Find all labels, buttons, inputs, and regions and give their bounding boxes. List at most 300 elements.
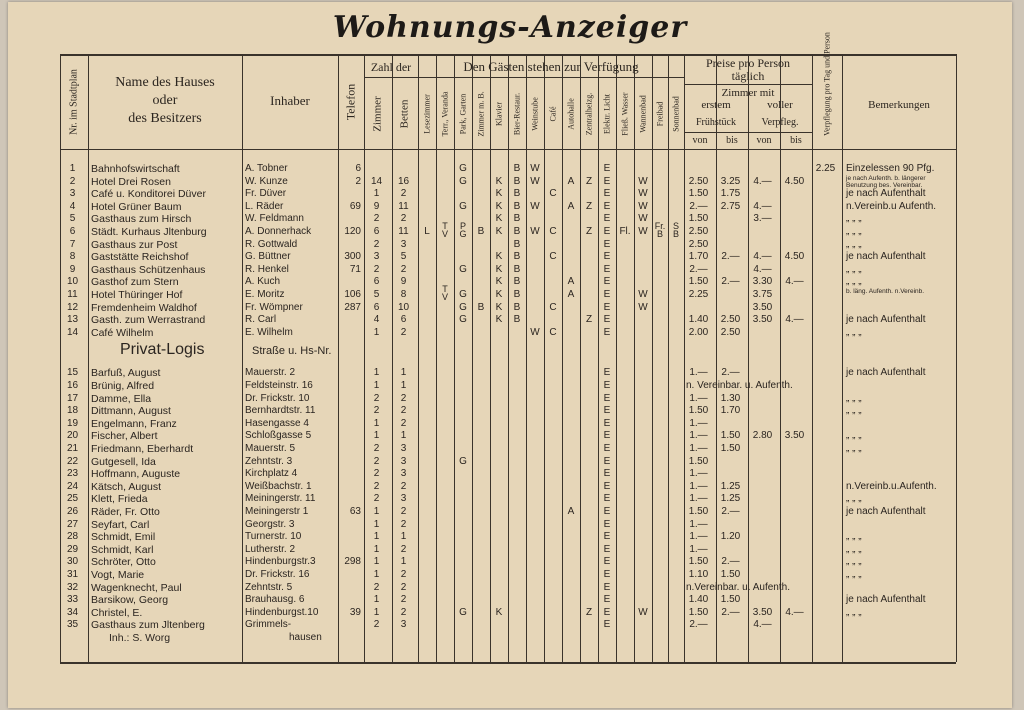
- row-25-bemerkung: „ „ „: [846, 493, 862, 505]
- row-6-amenity-5: K: [495, 226, 503, 237]
- row-10-verpfleg-bis: 4.—: [785, 276, 804, 288]
- row-19-address: Hasengasse 4: [245, 417, 309, 429]
- row-30-fruehstueck-von: 1.50: [688, 556, 709, 568]
- row-20-betten: 1: [400, 430, 407, 442]
- row-24-betten: 2: [400, 480, 407, 492]
- row-15-name: Barfuß, August: [91, 367, 161, 380]
- row-20-nr: 20: [66, 430, 79, 442]
- row-34-bemerkung: „ „ „: [846, 606, 862, 618]
- row-27-fruehstueck-von: 1.—: [689, 518, 708, 530]
- row-24-bemerkung: n.Vereinb.u.Aufenth.: [846, 480, 937, 492]
- row-4-fruehstueck-von: 2.—: [689, 200, 708, 212]
- row-2-fruehstueck-von: 2.50: [688, 175, 709, 187]
- row-7-fruehstueck-von: 2.50: [688, 238, 709, 250]
- row-29-betten: 2: [400, 543, 407, 555]
- row-11-amenity-9: A: [567, 289, 575, 300]
- row-32-zimmer: 2: [373, 581, 380, 593]
- row-1-inhaber: A. Tobner: [245, 163, 288, 174]
- row-7-bemerkung: „ „ „: [846, 238, 862, 250]
- header-voller: voller: [767, 99, 793, 111]
- row-21-amenity-11: E: [603, 443, 611, 454]
- row-23-fruehstueck-von: 1.—: [689, 468, 708, 480]
- row-6-amenity-13: W: [638, 226, 648, 237]
- row-9-bemerkung: „ „ „: [846, 263, 862, 275]
- header-name: Name des Hauses oder des Besitzers: [115, 75, 215, 126]
- row-30-zimmer: 1: [373, 556, 380, 568]
- row-9-amenity-6: B: [513, 263, 521, 275]
- row-4-fruehstueck-bis: 2.75: [720, 200, 741, 212]
- row-13-betten: 6: [400, 314, 407, 326]
- row-20-amenity-11: E: [603, 430, 611, 442]
- row-20-name: Fischer, Albert: [91, 430, 158, 443]
- column-rule-20: [668, 54, 669, 662]
- row-13-name: Gasth. zum Werrastrand: [91, 314, 206, 327]
- row-29-nr: 29: [66, 543, 79, 555]
- row-6-amenity-7: W: [530, 226, 540, 237]
- row-26-bemerkung: je nach Aufenthalt: [846, 506, 926, 517]
- row-35-address-2: hausen: [289, 632, 322, 643]
- row-16-zimmer: 1: [373, 380, 380, 391]
- row-26-telefon: 63: [349, 506, 361, 517]
- header-amenity-7: Café: [548, 106, 558, 122]
- row-6-amenity-12: Fl.: [619, 226, 631, 237]
- preise-rule: [684, 84, 812, 85]
- row-25-fruehstueck-bis: 1.25: [720, 493, 741, 505]
- column-rule-13: [544, 54, 545, 662]
- header-bemerkungen: Bemerkungen: [868, 99, 930, 111]
- row-33-nr: 33: [66, 594, 79, 606]
- row-30-betten: 1: [400, 556, 407, 568]
- row-14-fruehstueck-von: 2.00: [688, 326, 709, 338]
- row-22-amenity-11: E: [603, 455, 611, 467]
- row-1-amenity-7: W: [530, 163, 540, 174]
- row-27-zimmer: 1: [373, 518, 380, 530]
- document-sheet: [8, 2, 1012, 708]
- row-18-zimmer: 2: [373, 405, 380, 417]
- row-19-name: Engelmann, Franz: [91, 417, 177, 430]
- row-19-amenity-11: E: [603, 417, 611, 429]
- row-8-amenity-8: C: [549, 251, 557, 263]
- row-3-betten: 2: [400, 188, 407, 200]
- row-8-amenity-11: E: [603, 251, 611, 263]
- row-11-amenity-13: W: [638, 289, 648, 300]
- row-19-nr: 19: [66, 417, 79, 429]
- row-30-fruehstueck-bis: 2.—: [721, 556, 740, 568]
- row-25-amenity-11: E: [603, 493, 611, 505]
- row-9-betten: 2: [400, 263, 407, 275]
- table-bottom-rule: [60, 662, 956, 664]
- row-15-bemerkung: je nach Aufenthalt: [846, 367, 926, 379]
- row-14-betten: 2: [400, 326, 407, 338]
- row-33-name: Barsikow, Georg: [91, 594, 169, 607]
- row-2-name: Hotel Drei Rosen: [91, 175, 171, 188]
- row-9-nr: 9: [69, 263, 76, 275]
- row-12-zimmer: 6: [373, 301, 380, 313]
- row-14-zimmer: 1: [373, 326, 380, 338]
- row-4-amenity-13: W: [638, 200, 648, 212]
- row-23-address: Kirchplatz 4: [245, 468, 298, 480]
- row-2-amenity-10: Z: [585, 175, 593, 187]
- row-28-name: Schmidt, Emil: [91, 531, 156, 544]
- header-amenity-6: Weinstube: [530, 97, 540, 131]
- section-private-logis: Privat-Logis: [120, 341, 205, 359]
- row-1-amenity-11: E: [603, 163, 611, 174]
- row-23-name: Hoffmann, Auguste: [91, 468, 181, 481]
- row-9-inhaber: R. Henkel: [245, 263, 289, 275]
- row-3-amenity-11: E: [603, 188, 611, 200]
- row-23-nr: 23: [66, 468, 79, 480]
- header-amenity-8: Autohalle: [566, 98, 576, 130]
- header-amenity-9: Zentralheizg.: [584, 92, 594, 136]
- header-telefon: Telefon: [343, 83, 358, 121]
- column-rule-18: [634, 54, 635, 662]
- row-15-amenity-11: E: [603, 367, 611, 379]
- row-8-verpfleg-von: 4.—: [753, 251, 772, 263]
- row-18-name: Dittmann, August: [91, 405, 171, 418]
- row-18-betten: 2: [400, 405, 407, 417]
- row-6-bemerkung: „ „ „: [846, 226, 862, 237]
- row-31-bemerkung: „ „ „: [846, 569, 862, 580]
- row-25-betten: 3: [400, 493, 407, 505]
- row-31-address: Dr. Frickstr. 16: [245, 569, 310, 580]
- row-4-verpfleg-von: 4.—: [753, 200, 772, 212]
- row-30-amenity-11: E: [603, 556, 611, 568]
- row-18-bemerkung: „ „ „: [846, 405, 862, 417]
- row-2-betten: 16: [397, 175, 410, 187]
- row-30-bemerkung: „ „ „: [846, 556, 862, 568]
- row-12-inhaber: Fr. Wömpner: [245, 301, 303, 313]
- header-amenity-1: Terr., Veranda: [440, 91, 450, 137]
- row-27-amenity-11: E: [603, 518, 611, 530]
- row-29-name: Schmidt, Karl: [91, 543, 154, 556]
- header-verfuegung: Den Gästen stehen zur Verfügung: [463, 59, 639, 74]
- row-6-nr: 6: [69, 226, 76, 237]
- row-26-amenity-11: E: [603, 506, 611, 517]
- row-13-inhaber: R. Carl: [245, 314, 277, 326]
- row-25-zimmer: 2: [373, 493, 380, 505]
- row-10-amenity-6: B: [513, 276, 521, 288]
- row-12-betten: 10: [397, 301, 410, 313]
- row-4-name: Hotel Grüner Baum: [91, 200, 182, 213]
- section-private-address-header: Straße u. Hs-Nr.: [252, 345, 332, 358]
- row-21-fruehstueck-von: 1.—: [689, 443, 708, 454]
- row-21-bemerkung: „ „ „: [846, 443, 862, 454]
- row-32-preis-vereinbarung: n.Vereinbar. u. Aufenth.: [686, 581, 790, 593]
- row-8-fruehstueck-bis: 2.—: [721, 251, 740, 263]
- column-rule-25: [812, 54, 813, 662]
- row-31-nr: 31: [66, 569, 79, 580]
- row-6-amenity-2: T V: [441, 221, 448, 239]
- header-preise: Preise pro Person täglich: [706, 56, 790, 83]
- row-16-preis-vereinbarung: n. Vereinbar. u. Aufenth.: [686, 380, 793, 391]
- row-2-nr: 2: [69, 175, 76, 187]
- row-3-fruehstueck-bis: 1.75: [720, 188, 741, 200]
- row-34-amenity-10: Z: [585, 606, 593, 618]
- row-11-inhaber: E. Moritz: [245, 289, 285, 300]
- verfuegung-rule: [418, 77, 684, 78]
- row-17-fruehstueck-bis: 1.30: [720, 392, 741, 404]
- row-33-fruehstueck-von: 1.40: [688, 594, 709, 606]
- row-18-fruehstueck-von: 1.50: [688, 405, 709, 417]
- header-amenity-2: Park, Garten: [458, 93, 468, 135]
- row-33-amenity-11: E: [603, 594, 611, 606]
- row-11-zimmer: 5: [373, 289, 380, 300]
- row-34-amenity-13: W: [638, 606, 648, 618]
- row-31-zimmer: 1: [373, 569, 380, 580]
- row-13-amenity-5: K: [495, 314, 503, 326]
- row-32-name: Wagenknecht, Paul: [91, 581, 182, 594]
- row-20-address: Schloßgasse 5: [245, 430, 312, 442]
- row-23-betten: 3: [400, 468, 407, 480]
- row-12-telefon: 287: [344, 301, 361, 313]
- column-rule-9: [472, 54, 473, 662]
- header-amenity-12: Wannenbad: [638, 95, 648, 133]
- row-32-address: Zehntstr. 5: [245, 581, 293, 593]
- row-35-zimmer: 2: [373, 619, 380, 631]
- row-13-fruehstueck-bis: 2.50: [720, 314, 741, 326]
- row-14-amenity-11: E: [603, 326, 611, 338]
- header-erstem: erstem: [701, 99, 731, 111]
- row-4-inhaber: L. Räder: [245, 200, 284, 212]
- row-35-amenity-11: E: [603, 619, 611, 631]
- row-17-bemerkung: „ „ „: [846, 392, 862, 404]
- row-34-telefon: 39: [349, 606, 361, 618]
- row-22-fruehstueck-von: 1.50: [688, 455, 709, 467]
- row-10-verpfleg-von: 3.30: [752, 276, 773, 288]
- row-4-amenity-10: Z: [585, 200, 593, 212]
- row-10-inhaber: A. Kuch: [245, 276, 281, 288]
- row-26-name: Räder, Fr. Otto: [91, 506, 160, 518]
- row-34-fruehstueck-bis: 2.—: [721, 606, 740, 618]
- row-32-betten: 2: [400, 581, 407, 593]
- header-von: von: [692, 135, 708, 146]
- column-rule-6: [418, 54, 419, 662]
- row-22-zimmer: 2: [373, 455, 380, 467]
- row-27-betten: 2: [400, 518, 407, 530]
- row-28-fruehstueck-bis: 1.20: [720, 531, 741, 543]
- row-2-bemerkung: je nach Aufenth. b. längerer Benutzung bes. Vereinbar.: [846, 174, 926, 189]
- row-2-verpfleg-von: 4.—: [753, 175, 772, 187]
- row-2-zimmer: 14: [370, 175, 383, 187]
- row-14-inhaber: E. Wilhelm: [245, 326, 293, 338]
- row-8-verpfleg-bis: 4.50: [784, 251, 805, 263]
- row-4-amenity-7: W: [530, 200, 540, 212]
- row-12-amenity-11: E: [603, 301, 611, 313]
- row-5-bemerkung: „ „ „: [846, 213, 862, 225]
- row-29-amenity-11: E: [603, 543, 611, 555]
- row-18-address: Bernhardtstr. 11: [245, 405, 316, 417]
- row-2-verpfleg-bis: 4.50: [784, 175, 805, 187]
- header-verpflegung-tag: Verpflegung pro Tag und Person: [822, 32, 832, 136]
- row-14-bemerkung: „ „ „: [846, 326, 862, 338]
- row-6-zimmer: 6: [373, 226, 380, 237]
- row-14-amenity-8: C: [549, 326, 557, 338]
- row-26-address: Meiningerstr 1: [245, 506, 309, 517]
- row-27-name: Seyfart, Carl: [91, 518, 150, 531]
- row-35-address: Grimmels-: [245, 619, 292, 631]
- row-5-fruehstueck-von: 1.50: [688, 213, 709, 225]
- row-6-name: Städt. Kurhaus Jltenburg: [91, 226, 207, 238]
- row-20-fruehstueck-von: 1.—: [689, 430, 708, 442]
- row-13-amenity-3: G: [459, 314, 467, 326]
- header-zimmer: Zimmer: [371, 96, 384, 132]
- row-2-amenity-11: E: [603, 175, 611, 187]
- row-11-verpfleg-von: 3.75: [752, 289, 773, 300]
- row-3-nr: 3: [69, 188, 76, 200]
- row-13-fruehstueck-von: 1.40: [688, 314, 709, 326]
- row-34-zimmer: 1: [373, 606, 380, 618]
- row-8-name: Gaststätte Reichshof: [91, 251, 189, 264]
- row-19-fruehstueck-von: 1.—: [689, 417, 708, 429]
- row-21-betten: 3: [400, 443, 407, 454]
- row-9-verpfleg-von: 4.—: [753, 263, 772, 275]
- row-10-amenity-11: E: [603, 276, 611, 288]
- row-26-nr: 26: [66, 506, 79, 517]
- header-amenity-5: Bier-Restaur.: [512, 92, 522, 136]
- row-26-amenity-9: A: [567, 506, 575, 517]
- row-10-name: Gasthof zum Stern: [91, 276, 179, 289]
- row-10-fruehstueck-von: 1.50: [688, 276, 709, 288]
- row-5-zimmer: 2: [373, 213, 380, 225]
- row-10-betten: 9: [400, 276, 407, 288]
- header-bis-2: bis: [790, 135, 802, 146]
- row-3-inhaber: Fr. Düver: [245, 188, 287, 200]
- row-4-amenity-9: A: [567, 200, 575, 212]
- header-amenity-11: Fließ. Wasser: [620, 92, 630, 136]
- row-35-verpfleg-von: 4.—: [753, 619, 772, 631]
- header-amenity-13: Freibad: [655, 101, 665, 127]
- row-1-amenity-6: B: [513, 163, 521, 174]
- row-9-name: Gasthaus Schützenhaus: [91, 263, 206, 276]
- row-27-address: Georgstr. 3: [245, 518, 295, 530]
- row-9-fruehstueck-von: 2.—: [689, 263, 708, 275]
- row-11-betten: 8: [400, 289, 407, 300]
- row-1-amenity-3: G: [459, 163, 467, 174]
- row-19-betten: 2: [400, 417, 407, 429]
- row-4-bemerkung: n.Vereinb.u Aufenth.: [846, 200, 937, 212]
- column-rule-26: [842, 54, 843, 662]
- row-3-amenity-8: C: [549, 188, 557, 200]
- row-2-amenity-13: W: [638, 175, 648, 187]
- row-12-amenity-6: B: [513, 301, 521, 313]
- row-8-inhaber: G. Büttner: [245, 251, 291, 263]
- row-16-betten: 1: [400, 380, 407, 391]
- row-25-fruehstueck-von: 1.—: [689, 493, 708, 505]
- row-4-amenity-6: B: [513, 200, 521, 212]
- row-35-name-2: Inh.: S. Worg: [109, 632, 171, 644]
- row-28-bemerkung: „ „ „: [846, 531, 862, 543]
- column-rule-10: [490, 54, 491, 662]
- column-rule-14: [562, 54, 563, 662]
- row-24-fruehstueck-von: 1.—: [689, 480, 708, 492]
- row-8-betten: 5: [400, 251, 407, 263]
- row-24-nr: 24: [66, 480, 79, 492]
- row-29-zimmer: 1: [373, 543, 380, 555]
- column-rule-11: [508, 54, 509, 662]
- row-26-zimmer: 1: [373, 506, 380, 517]
- row-9-amenity-5: K: [495, 263, 503, 275]
- row-11-amenity-3: G: [459, 289, 467, 300]
- header-verpfleg: Verpfleg.: [761, 117, 799, 128]
- row-30-telefon: 298: [344, 556, 361, 568]
- row-34-nr: 34: [66, 606, 79, 618]
- row-30-address: Hindenburgstr.3: [245, 556, 316, 568]
- row-5-amenity-5: K: [495, 213, 503, 225]
- row-17-address: Dr. Frickstr. 10: [245, 392, 310, 404]
- row-14-amenity-7: W: [530, 326, 540, 338]
- header-von-2: von: [756, 135, 772, 146]
- row-23-zimmer: 2: [373, 468, 380, 480]
- row-3-amenity-13: W: [638, 188, 648, 200]
- row-15-fruehstueck-bis: 2.—: [721, 367, 740, 379]
- row-9-telefon: 71: [349, 263, 361, 275]
- row-22-address: Zehntstr. 3: [245, 455, 293, 467]
- row-13-nr: 13: [66, 314, 79, 326]
- row-15-nr: 15: [66, 367, 79, 379]
- row-34-verpfleg-von: 3.50: [752, 606, 773, 618]
- row-6-amenity-10: Z: [585, 226, 593, 237]
- zahl-der-rule: [364, 77, 418, 78]
- row-5-betten: 2: [400, 213, 407, 225]
- row-11-fruehstueck-von: 2.25: [688, 289, 709, 300]
- row-6-amenity-14: Fr. B: [654, 221, 666, 239]
- row-5-verpfleg-von: 3.—: [753, 213, 772, 225]
- row-34-fruehstueck-von: 1.50: [688, 606, 709, 618]
- row-14-nr: 14: [66, 326, 79, 338]
- row-13-verpfleg-bis: 4.—: [785, 314, 804, 326]
- header-amenity-3: Zimmer m. B.: [476, 91, 486, 137]
- row-16-name: Brünig, Alfred: [91, 380, 155, 392]
- row-12-amenity-13: W: [638, 301, 648, 313]
- row-3-amenity-6: B: [513, 188, 521, 200]
- row-4-amenity-3: G: [459, 200, 467, 212]
- row-17-fruehstueck-von: 1.—: [689, 392, 708, 404]
- row-33-zimmer: 1: [373, 594, 380, 606]
- row-17-betten: 2: [400, 392, 407, 404]
- row-2-amenity-6: B: [513, 175, 521, 187]
- row-34-betten: 2: [400, 606, 407, 618]
- row-7-zimmer: 2: [373, 238, 380, 250]
- row-10-nr: 10: [66, 276, 79, 288]
- column-rule-17: [616, 54, 617, 662]
- row-26-fruehstueck-von: 1.50: [688, 506, 709, 517]
- row-11-amenity-6: B: [513, 289, 521, 300]
- row-34-amenity-3: G: [459, 606, 467, 618]
- row-20-verpfleg-von: 2.80: [752, 430, 773, 442]
- column-rule-2: [242, 54, 243, 662]
- row-6-betten: 11: [398, 226, 409, 237]
- row-28-fruehstueck-von: 1.—: [689, 531, 708, 543]
- row-13-zimmer: 4: [373, 314, 380, 326]
- row-22-betten: 3: [400, 455, 407, 467]
- row-6-inhaber: A. Donnerhack: [245, 226, 312, 237]
- row-35-nr: 35: [66, 619, 79, 631]
- row-17-name: Damme, Ella: [91, 392, 152, 405]
- header-amenity-0: Lesezimmer: [422, 94, 432, 134]
- row-28-betten: 1: [400, 531, 407, 543]
- row-6-fruehstueck-von: 2.50: [688, 226, 709, 237]
- row-26-fruehstueck-bis: 2.—: [721, 506, 740, 517]
- row-34-amenity-11: E: [603, 606, 611, 618]
- row-13-amenity-10: Z: [585, 314, 593, 326]
- row-7-nr: 7: [69, 238, 76, 250]
- header-amenity-10: Elektr. Licht: [602, 94, 612, 134]
- page-title: Wohnungs-Anzeiger: [332, 10, 688, 45]
- header-zahl-der: Zahl der: [370, 60, 412, 74]
- row-22-nr: 22: [66, 455, 79, 467]
- row-24-name: Kätsch, August: [91, 480, 162, 493]
- row-17-zimmer: 2: [373, 392, 380, 404]
